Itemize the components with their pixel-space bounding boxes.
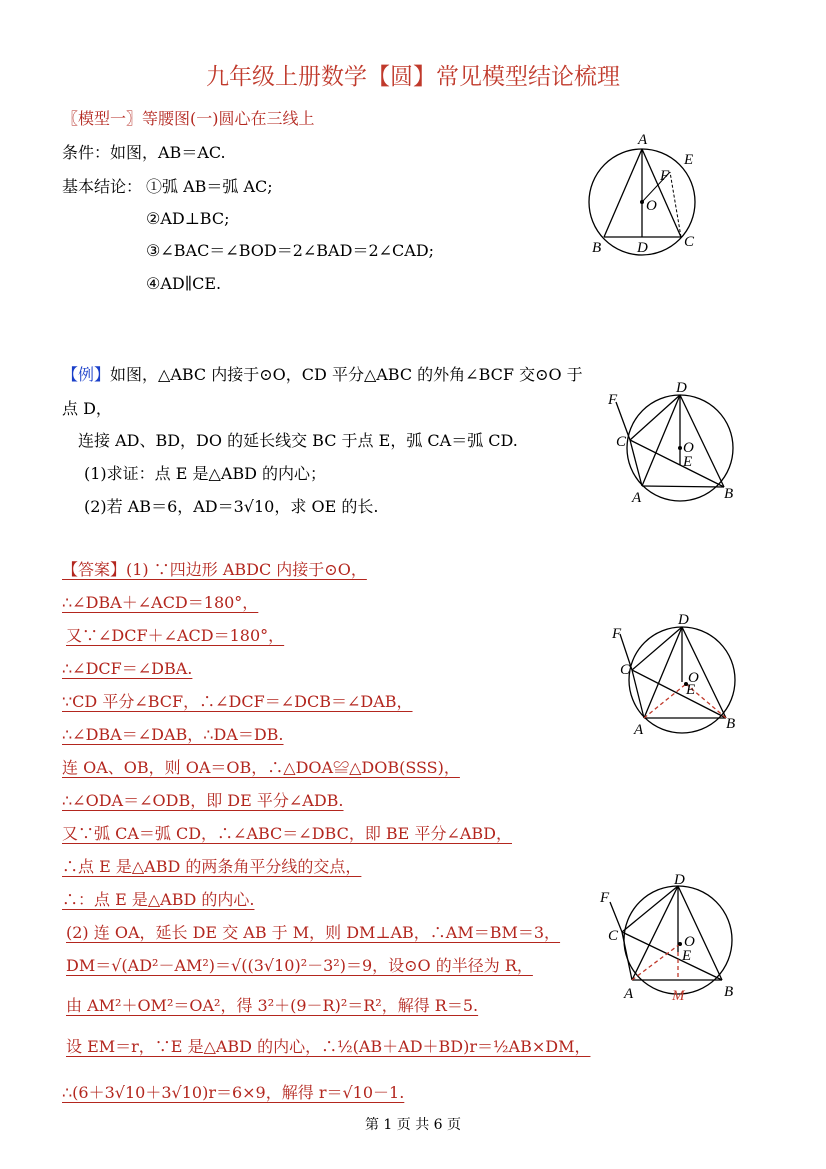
answer-line-16: ∴(6＋3√10＋3√10)r＝6×9，解得 r＝√10－1. (62, 1083, 405, 1102)
page-title: 九年级上册数学【圆】常见模型结论梳理 (206, 64, 620, 90)
figure-answer-2 (596, 870, 746, 1010)
answer-line-6: ∴∠DBA＝∠DAB，∴DA＝DB. (62, 725, 284, 744)
fig2-label-f: F (608, 392, 618, 408)
fig3-label-o: O (688, 670, 699, 686)
conclusion-3: ③∠BAC＝∠BOD＝2∠BAD＝2∠CAD; (146, 241, 435, 260)
fig4-label-d: D (674, 872, 685, 888)
answer-line-4: ∴∠DCF＝∠DBA. (62, 659, 193, 678)
fig4-label-b: B (724, 984, 734, 1000)
answer-line-10: ∴点 E 是△ABD 的两条角平分线的交点， (62, 857, 362, 876)
answer-line-8: ∴∠ODA＝∠ODB，即 DE 平分∠ADB. (62, 791, 344, 810)
fig1-label-a: A (638, 132, 648, 148)
fig2-label-o: O (683, 440, 694, 456)
answer-line-15: 设 EM＝r，∵E 是△ABD 的内心，∴½(AB＋AD＋BD)r＝½AB×DM， (66, 1037, 591, 1056)
fig4-label-e: E (682, 948, 692, 964)
fig3-label-d: D (678, 612, 689, 628)
answer-line-2: ∴∠DBA＋∠ACD＝180°， (62, 593, 259, 612)
model1-conclusion-label: 基本结论： (62, 177, 143, 196)
fig3-label-c: C (620, 662, 631, 678)
example-line3: 连接 AD、BD，DO 的延长线交 BC 于点 E，弧 CA＝弧 CD. (78, 431, 518, 450)
conclusion-2: ②AD⊥BC; (146, 209, 230, 228)
answer-line-7: 连 OA、OB，则 OA＝OB，∴△DOA≌△DOB(SSS)， (62, 758, 460, 777)
fig1-label-e: E (684, 152, 694, 168)
fig2-label-b: B (724, 486, 734, 502)
answer-line-13: DM＝√(AD²－AM²)＝√((3√10)²－3²)＝9，设⊙O 的半径为 R， (66, 956, 533, 975)
fig4-label-o: O (684, 934, 695, 950)
fig2-label-e: E (683, 454, 693, 470)
fig3-label-f: F (612, 626, 622, 642)
model1-condition: 条件：如图，AB＝AC. (62, 143, 226, 162)
fig2-label-d: D (676, 380, 687, 396)
fig1-label-o: O (646, 198, 657, 214)
answer-line-3: 又∵∠DCF＋∠ACD＝180°， (66, 626, 285, 645)
question-2: (2)若 AB＝6，AD＝3√10，求 OE 的长. (84, 497, 379, 516)
answer-line-5: ∵CD 平分∠BCF，∴∠DCF＝∠DCB＝∠DAB， (62, 692, 413, 711)
fig4-label-f: F (600, 890, 610, 906)
answer-line-9: 又∵弧 CA＝弧 CD，∴∠ABC＝∠DBC，即 BE 平分∠ABD， (62, 824, 512, 843)
fig1-label-b: B (592, 240, 602, 256)
figure-answer-1 (600, 612, 750, 742)
example-line2: 点 D， (62, 399, 112, 418)
fig4-label-a: A (624, 986, 634, 1002)
example-line1 (62, 364, 583, 386)
answer-line-11: ∴：点 E 是△ABD 的内心. (62, 890, 255, 909)
answer-line-14: 由 AM²＋OM²＝OA²，得 3²＋(9－R)²＝R²，解得 R＝5. (66, 996, 479, 1015)
fig4-label-m: M (672, 988, 685, 1004)
answer-line-1: 【答案】(1) ∵四边形 ABDC 内接于⊙O， (62, 560, 367, 579)
fig2-label-c: C (616, 434, 627, 450)
fig3-label-a: A (634, 722, 644, 738)
page-footer: 第 1 页 共 6 页 (364, 1117, 462, 1133)
fig2-label-a: A (632, 490, 642, 506)
fig3-label-b: B (726, 716, 736, 732)
fig1-label-f: F (660, 168, 670, 184)
conclusion-1: ①弧 AB＝弧 AC; (146, 177, 273, 196)
fig4-label-c: C (608, 928, 619, 944)
conclusion-4: ④AD∥CE. (146, 274, 222, 293)
example-stem: 如图，△ABC 内接于⊙O，CD 平分△ABC 的外角∠BCF 交⊙O 于 (110, 365, 583, 384)
fig3-label-e: E (686, 682, 696, 698)
answer-line-12: (2) 连 OA，延长 DE 交 AB 于 M，则 DM⊥AB，∴AM＝BM＝3， (66, 923, 561, 942)
fig1-label-c: C (684, 234, 695, 250)
question-1: (1)求证：点 E 是△ABD 的内心； (84, 464, 327, 483)
figure-model1 (560, 128, 720, 258)
figure-example (600, 380, 750, 510)
example-tag: 【例】 (62, 365, 111, 384)
model1-heading: 〖模型一〗等腰图(一)圆心在三线上 (62, 109, 315, 128)
fig1-label-d: D (637, 240, 648, 256)
